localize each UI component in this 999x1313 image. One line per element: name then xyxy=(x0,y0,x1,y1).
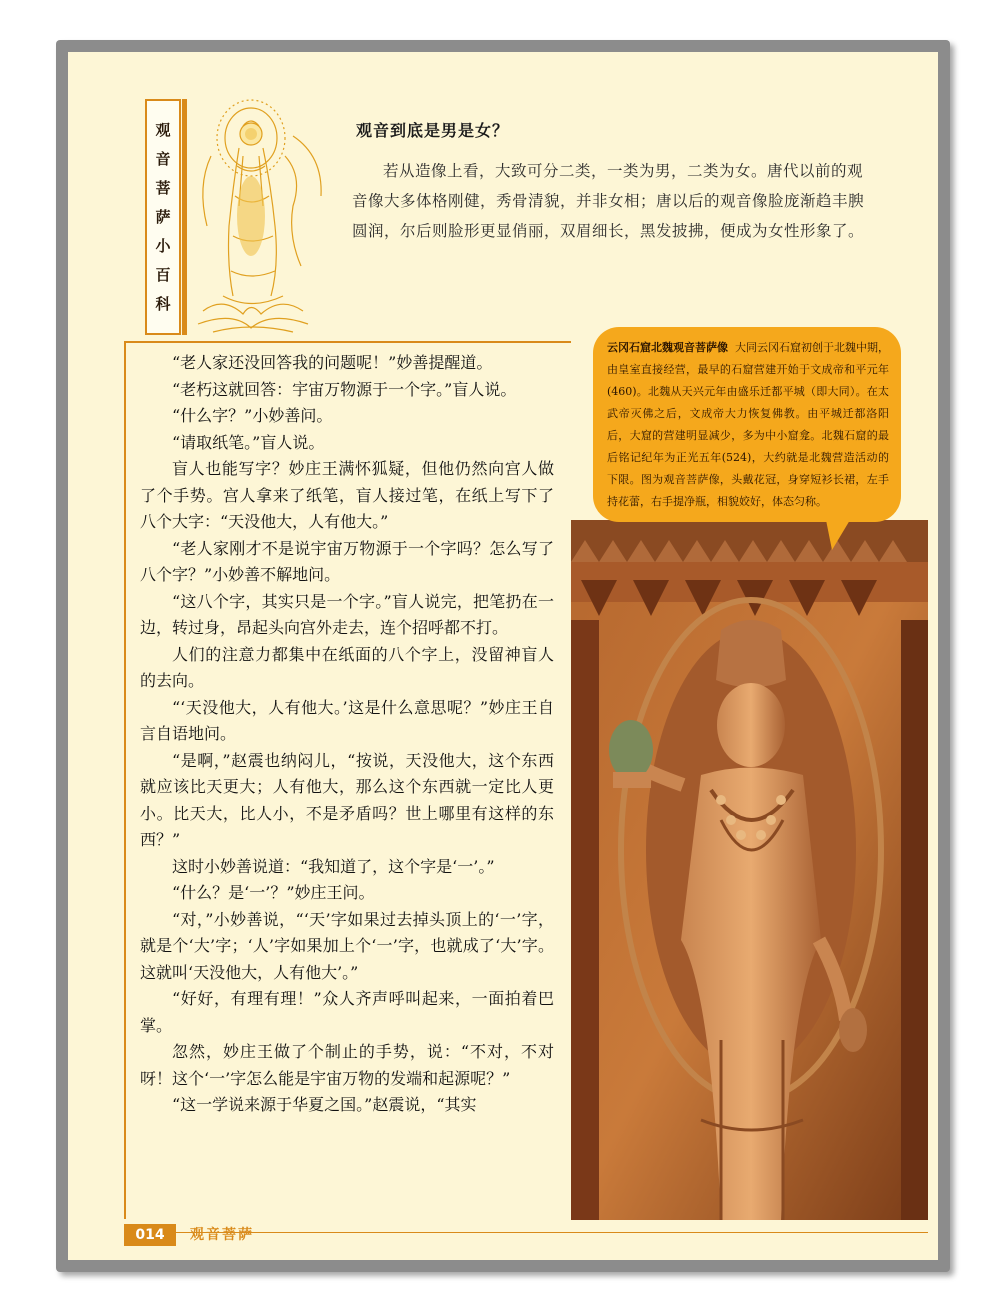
sidebar-char: 观 xyxy=(155,120,171,139)
caption-body: 大同云冈石窟初创于北魏中期，由皇室直接经营，最早的石窟营建开始于文成帝和平元年(460)。北魏从天兴元年由盛乐迁都平城（即大同）。在太武帝灭佛之后，文成帝大力恢复佛教。由平城迁都洛阳后，大窟的营建明显减少，多为中小窟龛。北魏石窟的最后铭记纪年为正光五年(524)，大约就是北魏营造活动的下限。图为观音菩萨像，头戴花冠，身穿短衫长裙，左手持花蕾，右手提净瓶，相貌姣好，体态匀称。 xyxy=(607,341,889,508)
paragraph: “是啊，”赵震也纳闷儿，“按说，天没他大，这个东西就应该比天更大；人有他大，那么这个东西就一定比人更小。比天大，比人小，不是矛盾吗？世上哪里有这样的东西？” xyxy=(140,750,554,849)
sidebar-label xyxy=(145,99,181,335)
paragraph: “请取纸笔。”盲人说。 xyxy=(172,432,325,452)
paragraph: “什么字？”小妙善问。 xyxy=(172,406,333,425)
box-title: 观音到底是男是女？ xyxy=(356,121,510,140)
sidebar-char: 菩 xyxy=(155,178,171,197)
paragraph: “‘天没他大，人有他大。’这是什么意思呢？”妙庄王自言自语地问。 xyxy=(140,697,554,743)
paragraph: 盲人也能写字？妙庄王满怀狐疑，但他仍然向宫人做了个手势。宫人拿来了纸笔，盲人接过笔，在纸上写下了八个大字：“天没他大，人有他大。” xyxy=(140,459,554,531)
paragraph: “什么？是‘一’？”妙庄王问。 xyxy=(172,883,375,902)
paragraph: 这时小妙善说道：“我知道了，这个字是‘一’。” xyxy=(172,856,495,876)
paragraph: “这八个字，其实只是一个字。”盲人说完，把笔扔在一边，转过身，昂起头向宫外走去，连个招呼都不打。 xyxy=(140,591,554,637)
paragraph: “老朽这就回答：宇宙万物源于一个字。”盲人说。 xyxy=(172,379,517,399)
caption-title: 云冈石窟北魏观音菩萨像 xyxy=(607,341,728,354)
book-title: 观音菩萨 xyxy=(190,1227,254,1243)
page-number: 014 xyxy=(124,1224,176,1246)
main-text xyxy=(140,350,554,1119)
paragraph: “对，”小妙善说，“‘天’字如果过去掉头顶上的‘一’字，就是个‘大’字；‘人’字如果加上个‘一’字，也就成了‘大’字。这就叫‘天没他大，人有他大’。” xyxy=(140,909,554,982)
caption-tail xyxy=(820,510,860,552)
paragraph: “这一学说来源于华夏之国。”赵震说，“其实 xyxy=(172,1095,477,1114)
photo-caption-bubble xyxy=(593,327,901,522)
sidebar-char: 科 xyxy=(155,294,171,313)
paragraph: 人们的注意力都集中在纸面的八个字上，没留神盲人的去向。 xyxy=(140,644,554,690)
guanyin-illustration xyxy=(193,96,335,336)
sidebar-accent-bar xyxy=(182,99,187,335)
paragraph: “老人家刚才不是说宇宙万物源于一个字吗？怎么写了八个字？”小妙善不解地问。 xyxy=(140,538,554,584)
statue-photo xyxy=(571,520,928,1220)
caption-text xyxy=(607,337,889,513)
sidebar-char: 小 xyxy=(155,236,171,255)
paragraph: “老人家还没回答我的问题呢！”妙善提醒道。 xyxy=(172,353,493,372)
paragraph: 忽然，妙庄王做了个制止的手势，说：“不对，不对呀！这个‘一’字怎么能是宇宙万物的发端和起源呢？” xyxy=(140,1042,554,1088)
sidebar-char: 百 xyxy=(155,265,171,284)
paragraph: “好好，有理有理！”众人齐声呼叫起来，一面拍着巴掌。 xyxy=(140,989,554,1035)
sidebar-char: 音 xyxy=(155,149,171,168)
sidebar-char: 萨 xyxy=(155,207,171,226)
box-intro-text: 若从造像上看，大致可分二类，一类为男，二类为女。唐代以前的观音像大多体格刚健，秀骨清貌，并非女相；唐以后的观音像脸庞渐趋丰腴圆润，尔后则脸形更显俏丽，双眉细长，黑发披拂，便成为女性形象了。 xyxy=(352,162,865,240)
